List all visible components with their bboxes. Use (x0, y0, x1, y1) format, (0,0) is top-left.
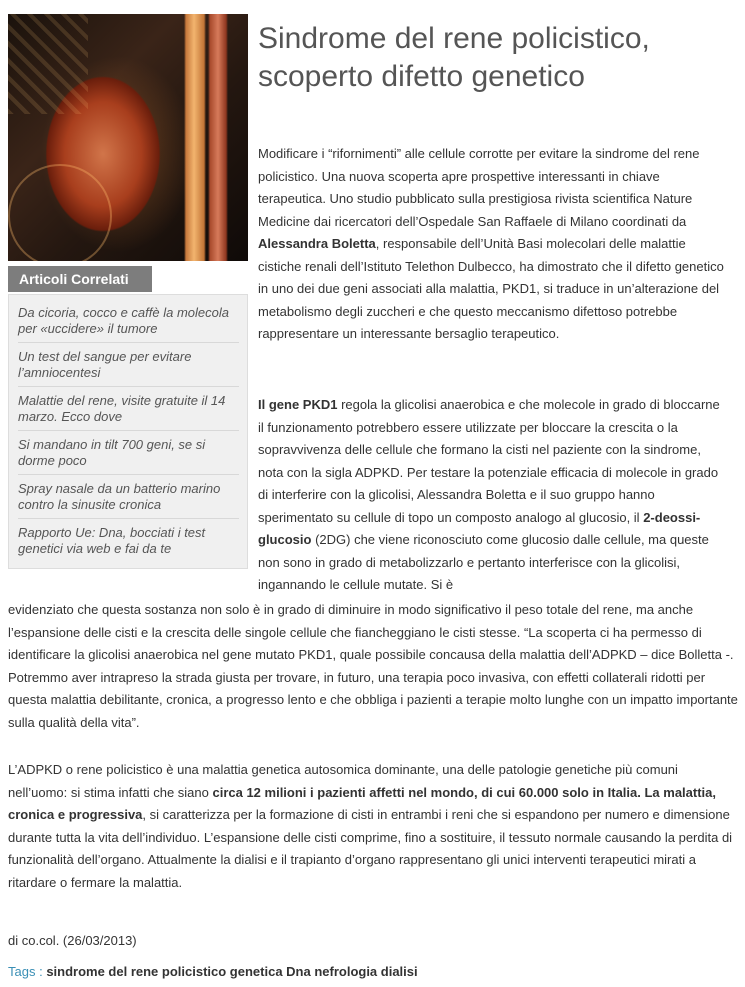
bold-phrase: 2-deossi-glucosio (258, 509, 701, 547)
paragraph-text: , si caratterizza per la formazione di cisti in entrambi i reni che si espandono per numero e dimensione durante tutta la vita dell’individuo. L’espansione delle cisti comprime, fino a sostituire, il tessuto normale causando la perdita di funzionalità dell’organo. Attualmente la dialisi e il trapianto d’organo rappresentano gli unici interventi terapeutici mirati a ritardare o fermare la malattia. (8, 807, 733, 890)
paragraph-text: , responsabile dell’Unità Basi molecolari delle malattie cistiche renali dell’Istituto Telethon Dulbecco, ha dimostrato che il difetto genetico in uno dei due geni associati alla malattia, PKD1, si traduce in un’alterazione del metabolismo degli zuccheri e che questo meccanismo difettoso potrebbe rappresentare un interessante bersaglio terapeutico. (258, 236, 724, 341)
article-paragraph-2-continued: evidenziato che questa sostanza non solo è in grado di diminuire in modo significativo il peso totale del rene, ma anche l’espansione delle cisti e la crescita delle singole cellule che fiancheggiano le cisti stesse. “La scoperta ci ha permesso di identificare la glicolisi anaerobica nel gene mutato PKD1, quale possibile concausa della malattia dell’ADPKD – dice Bolletta -. Potremmo aver intrapreso la strada giusta per trovare, in futuro, una terapia poco invasiva, con effetti collaterali ridotti per questa malattia debilitante, cronica, a progresso lento e che obbliga i pazienti a terapie molto lunghe con un impatto importante sulla qualità della vita”. (8, 602, 738, 730)
article-title: Sindrome del rene policistico, scoperto difetto genetico (258, 22, 650, 93)
article-paragraph-2 (258, 394, 728, 597)
paragraph-text: Modificare i “rifornimenti” alle cellule corrotte per evitare la sindrome del rene policistico. Una nuova scoperta apre prospettive interessanti in chiave terapeutica. Uno studio pubblicato sulla prestigiosa rivista scientifica Nature Medicine dai ricercatori dell’Ospedale San Raffaele di Milano coordinati da (258, 146, 700, 229)
article-tags (8, 961, 418, 984)
related-article-link[interactable]: Si mandano in tilt 700 geni, se si dorme poco (18, 431, 239, 475)
tags-values[interactable]: sindrome del rene policistico genetica Dna nefrologia dialisi (46, 964, 418, 979)
article-paragraph-1 (258, 143, 728, 346)
paragraph-text: L’ADPKD o rene policistico è una malattia genetica autosomica dominante, una delle patologie genetiche più comuni nell’uomo: si stima infatti che siano (8, 762, 678, 800)
article-paragraph-3 (8, 759, 738, 894)
paragraph-text: regola la glicolisi anaerobica e che molecole in grado di bloccarne il funzionamento potrebbero essere utilizzate per bloccare la crescita o la sopravvivenza delle cellule che formano la cisti nel paziente con la sindrome, nota con la sigla ADPKD. Per testare la potenziale efficacia di molecole in grado di interferire con la glicolisi, Alessandra Boletta e il suo gruppo hanno sperimentato su cellule di topo un composto analogo al glucosio, il (258, 397, 720, 525)
related-article-link[interactable]: Spray nasale da un batterio marino contro la sinusite cronica (18, 475, 239, 519)
author-name: Alessandra Boletta (258, 236, 376, 251)
kidney-illustration-image (8, 14, 248, 261)
related-article-link[interactable]: Malattie del rene, visite gratuite il 14 marzo. Ecco dove (18, 387, 239, 431)
related-articles-heading: Articoli Correlati (8, 266, 152, 292)
paragraph-text: (2DG) che viene riconosciuto come glucosio dalle cellule, ma queste non sono in grado di metabolizzarlo e pertanto interferisce con la glicolisi, ingannando le cellule mutate. Si è (258, 532, 709, 592)
related-article-link[interactable]: Rapporto Ue: Dna, bocciati i test genetici via web e fai da te (18, 525, 206, 556)
tags-separator: : (35, 964, 47, 979)
decorative-ring (8, 164, 112, 261)
decorative-glow (8, 14, 88, 114)
article-byline: di co.col. (26/03/2013) (8, 933, 137, 948)
related-articles-box (8, 266, 248, 569)
related-article-link[interactable]: Un test del sangue per evitare l’amniocentesi (18, 343, 239, 387)
bold-phrase: circa 12 milioni i pazienti affetti nel mondo, di cui 60.000 solo in Italia. La malattia, cronica e progressiva (8, 784, 717, 822)
bold-phrase: Il gene PKD1 (258, 397, 338, 412)
related-article-link[interactable]: Da cicoria, cocco e caffè la molecola per «uccidere» il tumore (18, 299, 239, 343)
related-articles-list (8, 294, 248, 569)
tags-link[interactable]: Tags (8, 964, 36, 979)
